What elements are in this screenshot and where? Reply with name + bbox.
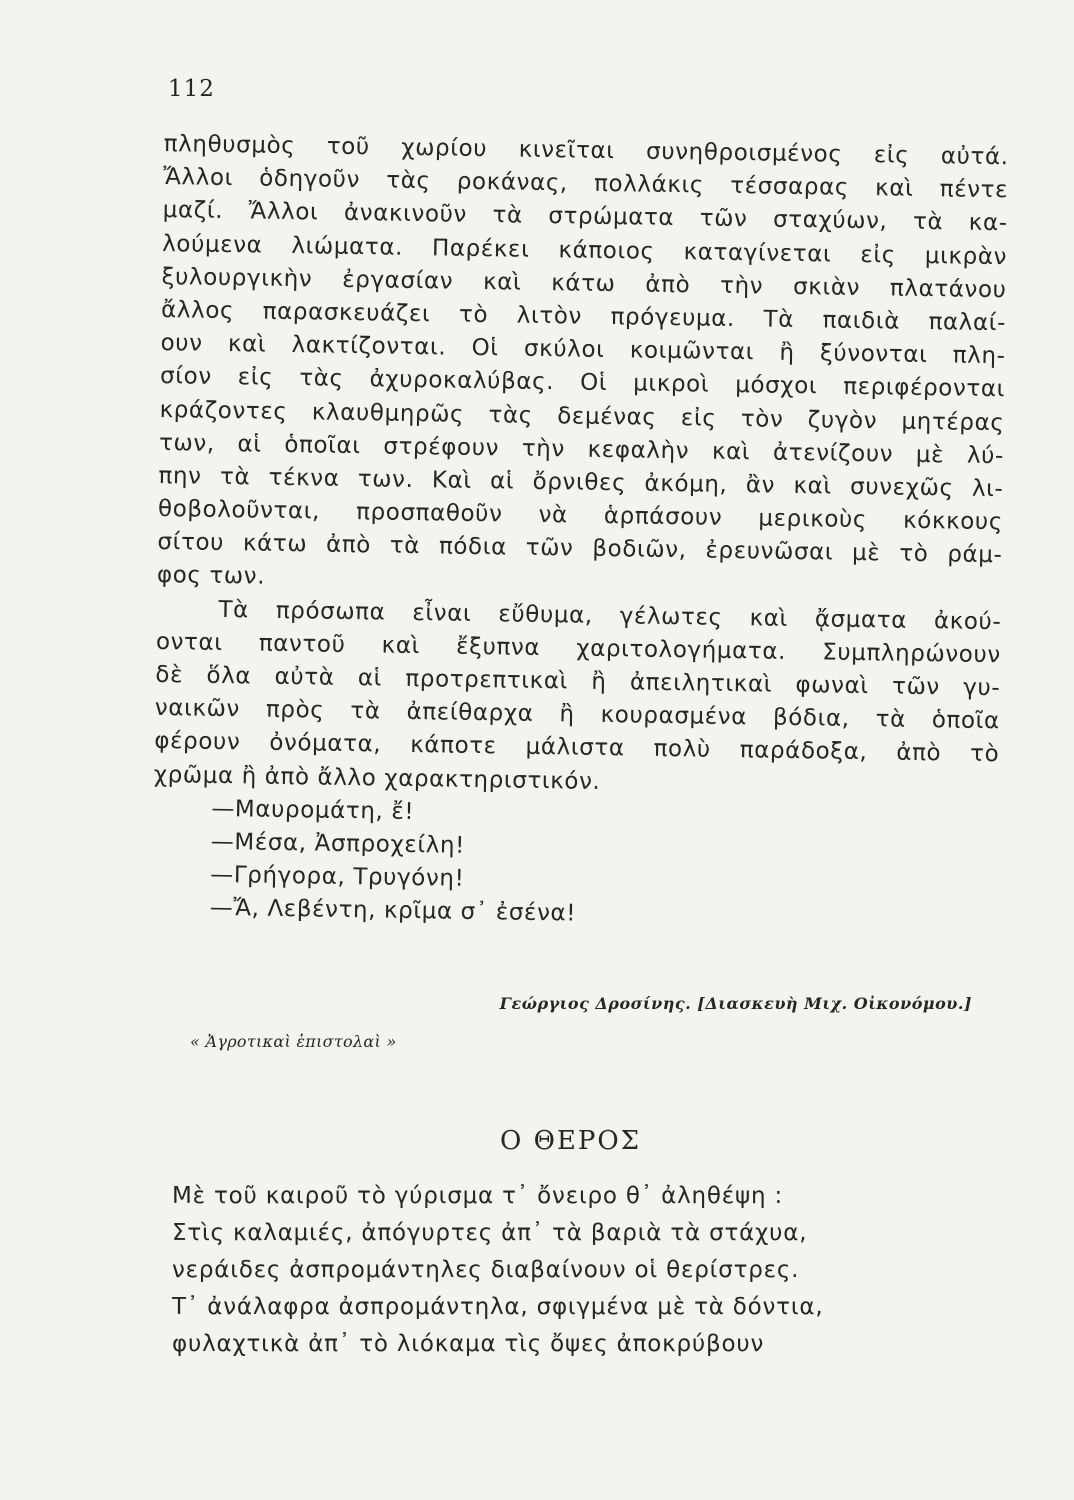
prose-line: σίτου κάτω ἀπὸ τὰ πόδια τῶν βοδιῶν, ἐρευνῶσαι μὲ τὸ ράμ- — [157, 529, 1003, 569]
poem-line: Τ᾿ ἀνάλαφρα ἀσπρομάντηλα, σφιγμένα μὲ τὰ δόντια, — [172, 1294, 824, 1320]
poem-title: Ο ΘΕΡΟΣ — [500, 1126, 642, 1156]
prose-line: φος των. — [156, 562, 266, 591]
prose-line: πην τὰ τέκνα των. Καὶ αἱ ὄρνιθες ἀκόμη, ἂν καὶ συνεχῶς λι- — [158, 462, 1004, 503]
prose-line: πληθυσμὸς τοῦ χωρίου κινεῖται συνηθροισμένος εἰς αὐτά. — [163, 130, 1009, 171]
prose-line: ονται παντοῦ καὶ ἔξυπνα χαριτολογήματα. Συμπληρώνουν — [155, 628, 1002, 669]
prose-line: Τὰ πρόσωπα εἶναι εὔθυμα, γέλωτες καὶ ᾄσματα ἀκού- — [218, 596, 1002, 635]
dialogue-line: —Μαυρομάτη, ἔ! — [211, 795, 415, 825]
page-number: 112 — [168, 76, 215, 102]
prose-line: ἄλλος παρασκευάζει τὸ λιτὸν πρόγευμα. Τὰ παιδιὰ παλαί- — [160, 296, 1007, 337]
prose-line: ξυλουργικὴν ἐργασίαν καὶ κάτω ἀπὸ τὴν σκιὰν πλατάνου — [161, 263, 1007, 304]
prose-line: μαζί. Ἄλλοι ἀνακινοῦν τὰ στρώματα τῶν σταχύων, τὰ κα- — [162, 197, 1008, 237]
source-citation: « Ἀγροτικαὶ ἐπιστολαὶ » — [190, 1032, 397, 1051]
poem-line: Μὲ τοῦ καιροῦ τὸ γύρισμα τ᾿ ὄνειρο θ᾿ ἀληθέψη : — [172, 1183, 784, 1209]
dialogue-line: —Μέσα, Ἀσπροχείλη! — [210, 828, 466, 859]
dialogue-line: —Γρήγορα, Τρυγόνη! — [210, 861, 465, 892]
poem-line: φυλαχτικὰ ἀπ᾿ τὸ λιόκαμα τὶς ὄψες ἀποκρύβουν — [172, 1331, 765, 1357]
prose-line: δὲ ὅλα αὐτὰ αἱ προτρεπτικαὶ ἢ ἀπειλητικαὶ φωναὶ τῶν γυ- — [155, 661, 1001, 702]
prose-line: ουν καὶ λακτίζονται. Οἱ σκύλοι κοιμῶνται ἢ ξύνονται πλη- — [160, 330, 1006, 370]
dialogue-line: —Ἄ, Λεβέντη, κρῖμα σ᾿ ἐσένα! — [209, 895, 577, 927]
prose-line: σίον εἰς τὰς ἀχυροκαλύβας. Οἱ μικροὶ μόσχοι περιφέρονται — [159, 363, 1006, 403]
prose-line: λούμενα λιώματα. Παρέκει κάποιος καταγίνεται εἰς μικρὰν — [161, 230, 1008, 270]
poem-line: νεράιδες ἀσπρομάντηλες διαβαίνουν οἱ θερίστρες. — [172, 1257, 800, 1283]
prose-line: Ἄλλοι ὁδηγοῦν τὰς ροκάνας, πολλάκις τέσσαρας καὶ πέντε — [163, 164, 1009, 204]
poem-block — [172, 1178, 972, 1363]
poem-line: Στὶς καλαμιές, ἀπόγυρτες ἀπ᾿ τὰ βαριὰ τὰ στάχυα, — [172, 1220, 808, 1246]
prose-line: των, αἱ ὁποῖαι στρέφουν τὴν κεφαλὴν καὶ ἀτενίζουν μὲ λύ- — [158, 429, 1005, 469]
prose-line: κράζοντες κλαυθμηρῶς τὰς δεμένας εἰς τὸν ζυγὸν μητέρας — [159, 396, 1005, 436]
prose-line: χρῶμα ἢ ἀπὸ ἄλλο χαρακτηριστικόν. — [153, 761, 601, 795]
prose-line: φέρουν ὀνόματα, κάποτε μάλιστα πολὺ παράδοξα, ἀπὸ τὸ — [154, 728, 1000, 768]
author-attribution: Γεώργιος Δροσίνης. [Διασκευὴ Μιχ. Οἰκονόμου.] — [499, 994, 972, 1013]
prose-line: ναικῶν πρὸς τὰ ἀπείθαρχα ἢ κουρασμένα βόδια, τὰ ὁποῖα — [154, 695, 1000, 735]
prose-block — [151, 128, 1013, 938]
prose-line: θοβολοῦνται, προσπαθοῦν νὰ ἁρπάσουν μερικοὺς κόκκους — [157, 496, 1004, 536]
